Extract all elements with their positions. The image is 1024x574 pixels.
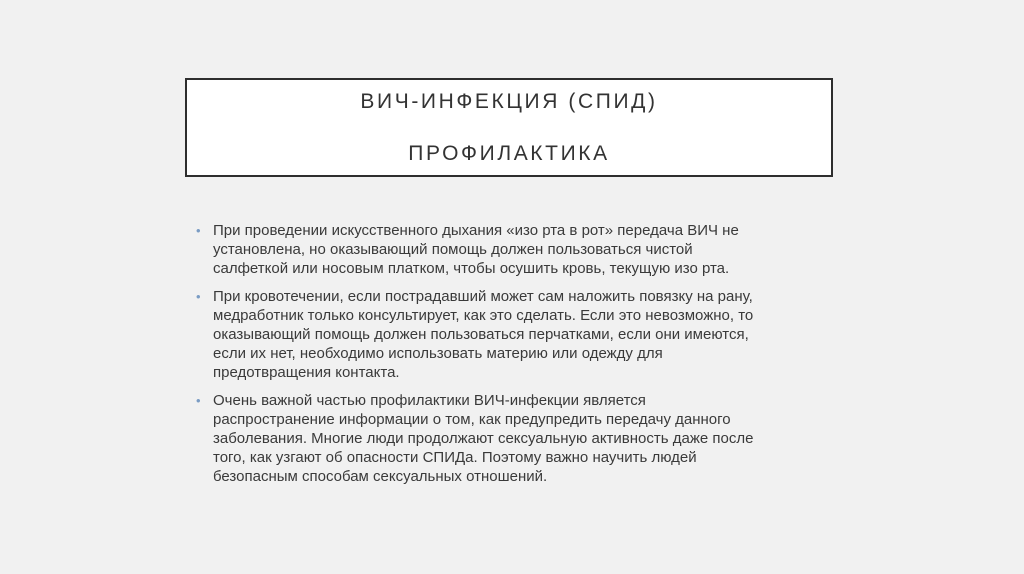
bullet-line: если их нет, необходимо использовать материю или одежду для bbox=[213, 345, 663, 362]
bullet-line: установлена, но оказывающий помощь должен пользоваться чистой bbox=[213, 241, 693, 258]
bullet-text bbox=[213, 287, 836, 382]
bullet-line: заболевания. Многие люди продолжают сексуальную активность даже после bbox=[213, 430, 754, 447]
title-box bbox=[185, 78, 833, 177]
bullet-item bbox=[196, 221, 836, 278]
bullet-line: предотвращения контакта. bbox=[213, 364, 400, 381]
bullet-list bbox=[196, 221, 836, 495]
bullet-line: Очень важной частью профилактики ВИЧ-инфекции является bbox=[213, 392, 646, 409]
bullet-icon: • bbox=[196, 393, 201, 408]
bullet-item bbox=[196, 287, 836, 382]
bullet-line: салфеткой или носовым платком, чтобы осушить кровь, текущую изо рта. bbox=[213, 260, 730, 277]
bullet-icon: • bbox=[196, 289, 201, 304]
bullet-line: того, как узгают об опасности СПИДа. Поэтому важно научить людей bbox=[213, 449, 697, 466]
bullet-item bbox=[196, 391, 836, 486]
bullet-line: безопасным способам сексуальных отношений. bbox=[213, 468, 548, 485]
bullet-text bbox=[213, 391, 836, 486]
bullet-line: При проведении искусственного дыхания «изо рта в рот» передача ВИЧ не bbox=[213, 222, 739, 239]
bullet-line: При кровотечении, если пострадавший может сам наложить повязку на рану, bbox=[213, 288, 753, 305]
slide-title: ВИЧ-ИНФЕКЦИЯ (СПИД) bbox=[360, 90, 658, 113]
bullet-line: распространение информации о том, как предупредить передачу данного bbox=[213, 411, 731, 428]
bullet-icon: • bbox=[196, 223, 201, 238]
bullet-line: медработник только консультирует, как это сделать. Если это невозможно, то bbox=[213, 307, 754, 324]
bullet-line: оказывающий помощь должен пользоваться перчатками, если они имеются, bbox=[213, 326, 749, 343]
slide-subtitle: ПРОФИЛАКТИКА bbox=[408, 142, 610, 165]
bullet-text bbox=[213, 221, 836, 278]
